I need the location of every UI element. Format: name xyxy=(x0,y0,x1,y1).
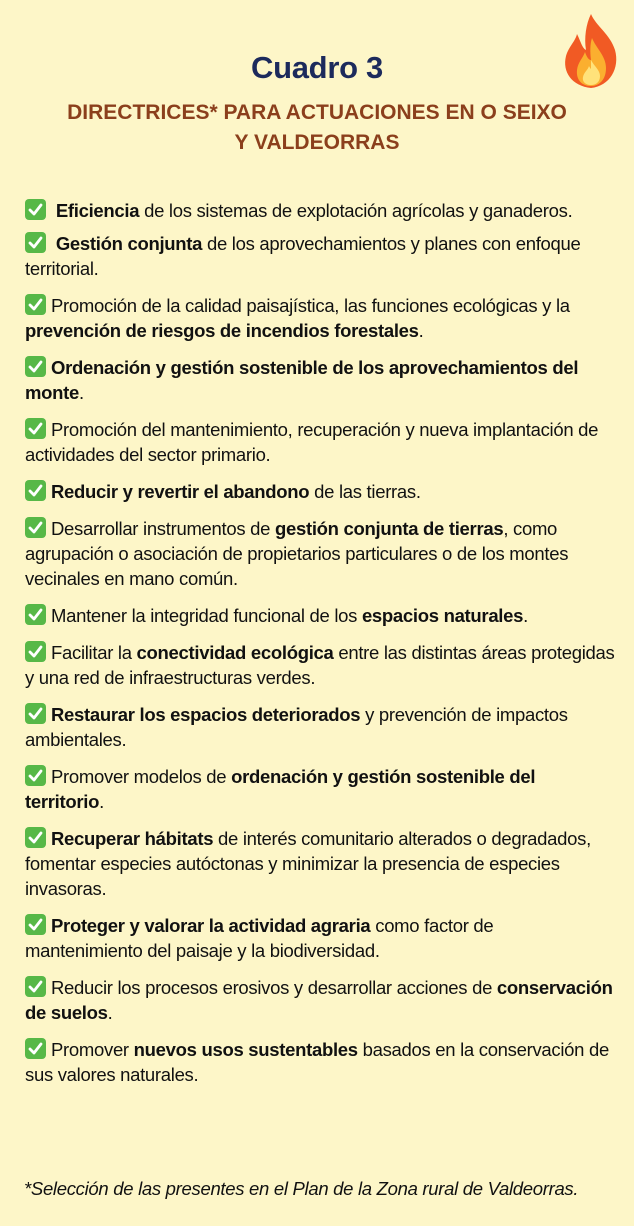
text: y prevención de impactos ambientales. xyxy=(25,704,568,750)
check-mark-icon xyxy=(25,294,46,315)
text: . xyxy=(99,791,104,812)
text: Promover modelos de xyxy=(51,766,232,787)
text: Desarrollar instrumentos de xyxy=(51,518,275,539)
list-item xyxy=(25,293,615,343)
text: de interés comunitario alterados o degradados, fomentar especies autóctonas y minimizar la presencia de especies invasoras. xyxy=(25,828,591,899)
subtitle-line-1: DIRECTRICES* PARA ACTUACIONES EN O SEIXO xyxy=(67,101,567,124)
text: . xyxy=(523,605,528,626)
list-item xyxy=(25,764,615,814)
check-mark-icon xyxy=(25,703,46,724)
list-item xyxy=(25,640,615,690)
check-mark-icon xyxy=(25,232,46,253)
bold-text: Gestión conjunta xyxy=(55,233,203,254)
list-item xyxy=(25,198,615,223)
bold-text: ordenación y gestión sostenible del territorio xyxy=(25,766,536,812)
bold-text: Recuperar hábitats xyxy=(51,828,214,849)
text: Facilitar la xyxy=(51,642,137,663)
check-mark-icon xyxy=(25,418,46,439)
list-item xyxy=(25,913,615,963)
text: Promover xyxy=(51,1039,134,1060)
page-title: Cuadro 3 xyxy=(251,50,383,85)
list-item xyxy=(25,231,615,281)
text: Promoción del mantenimiento, recuperación y nueva implantación de actividades del sector primario. xyxy=(25,419,599,465)
list-item xyxy=(25,516,615,591)
subtitle xyxy=(40,98,594,158)
check-mark-icon xyxy=(25,356,46,377)
text: de los sistemas de explotación agrícolas y ganaderos. xyxy=(139,200,573,221)
bold-text: espacios naturales xyxy=(361,605,524,626)
text: entre las distintas áreas protegidas y una red de infraestructuras verdes. xyxy=(25,642,615,688)
text: de los aprovechamientos y planes con enfoque territorial. xyxy=(25,233,581,279)
list-item xyxy=(25,479,615,504)
text: , como agrupación o asociación de propietarios particulares o de los montes vecinales en mano común. xyxy=(25,518,569,589)
directives-list xyxy=(25,198,615,1099)
bold-text: Proteger y valorar la actividad agraria xyxy=(51,915,371,936)
text: . xyxy=(418,320,424,341)
bold-text: conectividad ecológica xyxy=(136,642,334,663)
bold-text: Reducir y revertir el abandono xyxy=(51,481,310,502)
text: Reducir los procesos erosivos y desarrollar acciones de xyxy=(51,977,497,998)
footnote: *Selección de las presentes en el Plan de la Zona rural de Valdeorras. xyxy=(24,1178,579,1199)
bold-text: gestión conjunta de tierras xyxy=(274,518,504,539)
text: Mantener la integridad funcional de los xyxy=(51,605,362,626)
list-item xyxy=(25,975,615,1025)
bold-text: prevención de riesgos de incendios forestales xyxy=(25,320,419,341)
bold-text: Restaurar los espacios deteriorados xyxy=(51,704,361,725)
check-mark-icon xyxy=(25,199,46,220)
check-mark-icon xyxy=(25,604,46,625)
check-mark-icon xyxy=(25,517,46,538)
bold-text: nuevos usos sustentables xyxy=(133,1039,358,1060)
text: basados en la conservación de sus valores naturales. xyxy=(25,1039,609,1085)
text: de las tierras. xyxy=(309,481,421,502)
check-mark-icon xyxy=(25,1038,46,1059)
list-item xyxy=(25,603,615,628)
subtitle-line-2: Y VALDEORRAS xyxy=(234,131,400,154)
text: . xyxy=(79,382,84,403)
bold-text: Eficiencia xyxy=(55,200,140,221)
list-item xyxy=(25,417,615,467)
list-item xyxy=(25,355,615,405)
bold-text: conservación de suelos xyxy=(25,977,613,1023)
text: Promoción de la calidad paisajística, las funciones ecológicas y la xyxy=(51,295,570,316)
check-mark-icon xyxy=(25,480,46,501)
text: . xyxy=(107,1002,113,1023)
list-item xyxy=(25,702,615,752)
list-item xyxy=(25,826,615,901)
check-mark-icon xyxy=(25,765,46,786)
list-item xyxy=(25,1037,615,1087)
bold-text: Ordenación y gestión sostenible de los aprovechamientos del monte xyxy=(25,357,579,403)
text: como factor de mantenimiento del paisaje y la biodiversidad. xyxy=(25,915,494,961)
check-mark-icon xyxy=(25,914,46,935)
fire-icon xyxy=(560,12,622,90)
check-mark-icon xyxy=(25,976,46,997)
check-mark-icon xyxy=(25,827,46,848)
check-mark-icon xyxy=(25,641,46,662)
